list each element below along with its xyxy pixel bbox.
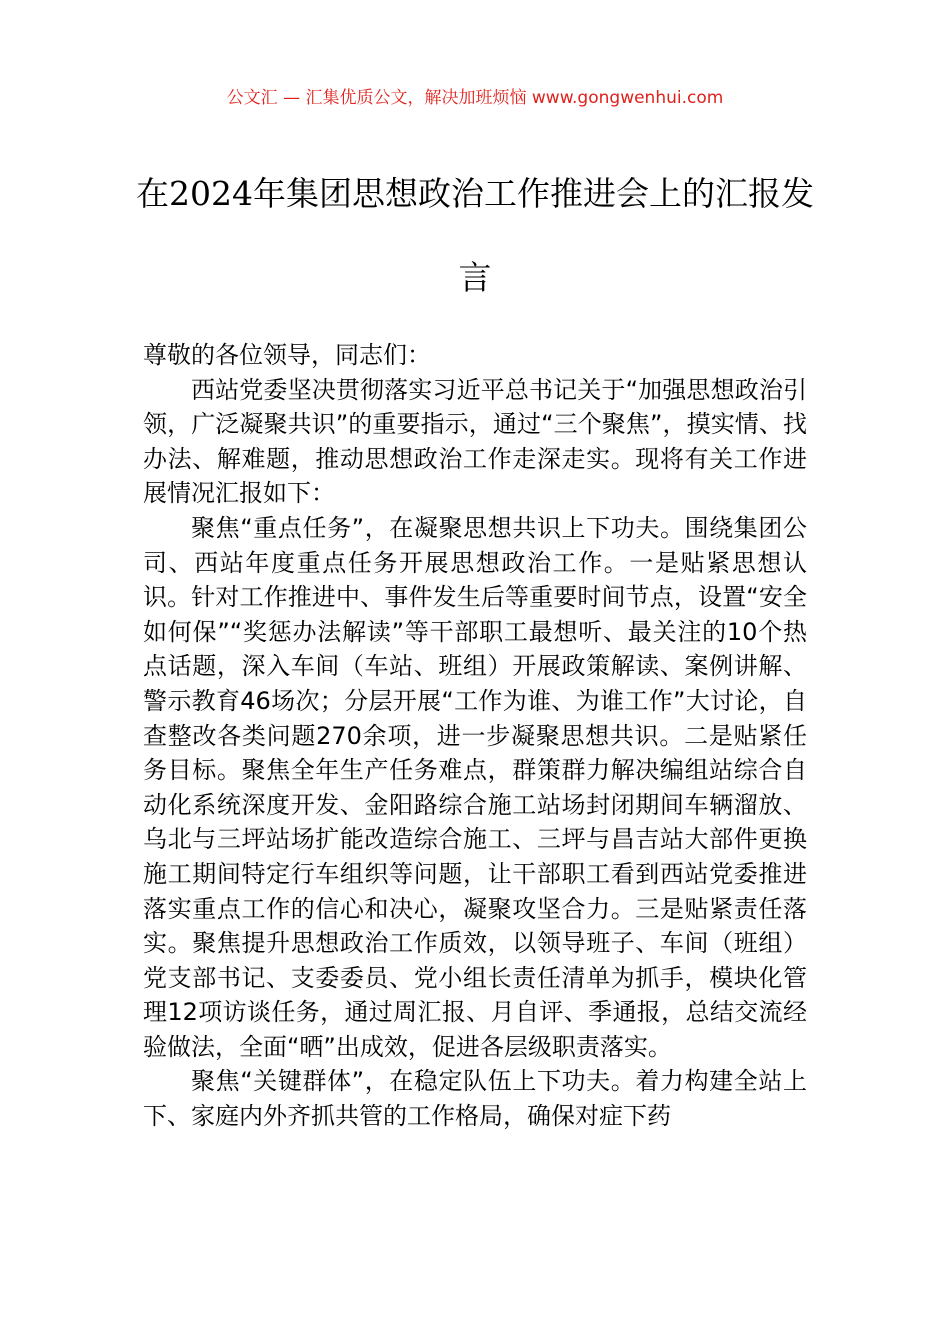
paragraph-key-tasks: 聚焦“重点任务”，在凝聚思想共识上下功夫。围绕集团公司、西站年度重点任务开展思想政治工作。一是贴紧思想认识。针对工作推进中、事件发生后等重要时间节点，设置“安全如何保”“奖惩办法解读”等干部职工最想听、最关注的10个热点话题，深入车间（车站、班组）开展政策解读、案例讲解、警示教育46场次；分层开展“工作为谁、为谁工作”大讨论，自查整改各类问题270余项，进一步凝聚思想共识。二是贴紧任务目标。聚焦全年生产任务难点，群策群力解决编组站综合自动化系统深度开发、金阳路综合施工站场封闭期间车辆溜放、乌北与三坪站场扩能改造综合施工、三坪与昌吉站大部件更换施工期间特定行车组织等问题，让干部职工看到西站党委推进落实重点工作的信心和决心，凝聚攻坚合力。三是贴紧责任落实。聚焦提升思想政治工作质效，以领导班子、车间（班组）党支部书记、支委委员、党小组长责任清单为抓手，模块化管理12项访谈任务，通过周汇报、月自评、季通报，总结交流经验做法，全面“晒”出成效，促进各层级职责落实。: [143, 513, 807, 1061]
paragraph-intro: 西站党委坚决贯彻落实习近平总书记关于“加强思想政治引领，广泛凝聚共识”的重要指示，通过“三个聚焦”，摸实情、找办法、解难题，推动思想政治工作走深走实。现将有关工作进展情况汇报如下：: [143, 375, 807, 508]
document-body: [143, 338, 807, 1134]
header-banner: 公文汇 — 汇集优质公文，解决加班烦恼 www.gongwenhui.com: [226, 88, 724, 108]
document-title: 在2024年集团思想政治工作推进会上的汇报发言: [136, 174, 814, 297]
paragraph-key-groups: 聚焦“关键群体”，在稳定队伍上下功夫。着力构建全站上下、家庭内外齐抓共管的工作格局，确保对症下药: [143, 1067, 807, 1131]
salutation: 尊敬的各位领导，同志们：: [143, 341, 431, 369]
